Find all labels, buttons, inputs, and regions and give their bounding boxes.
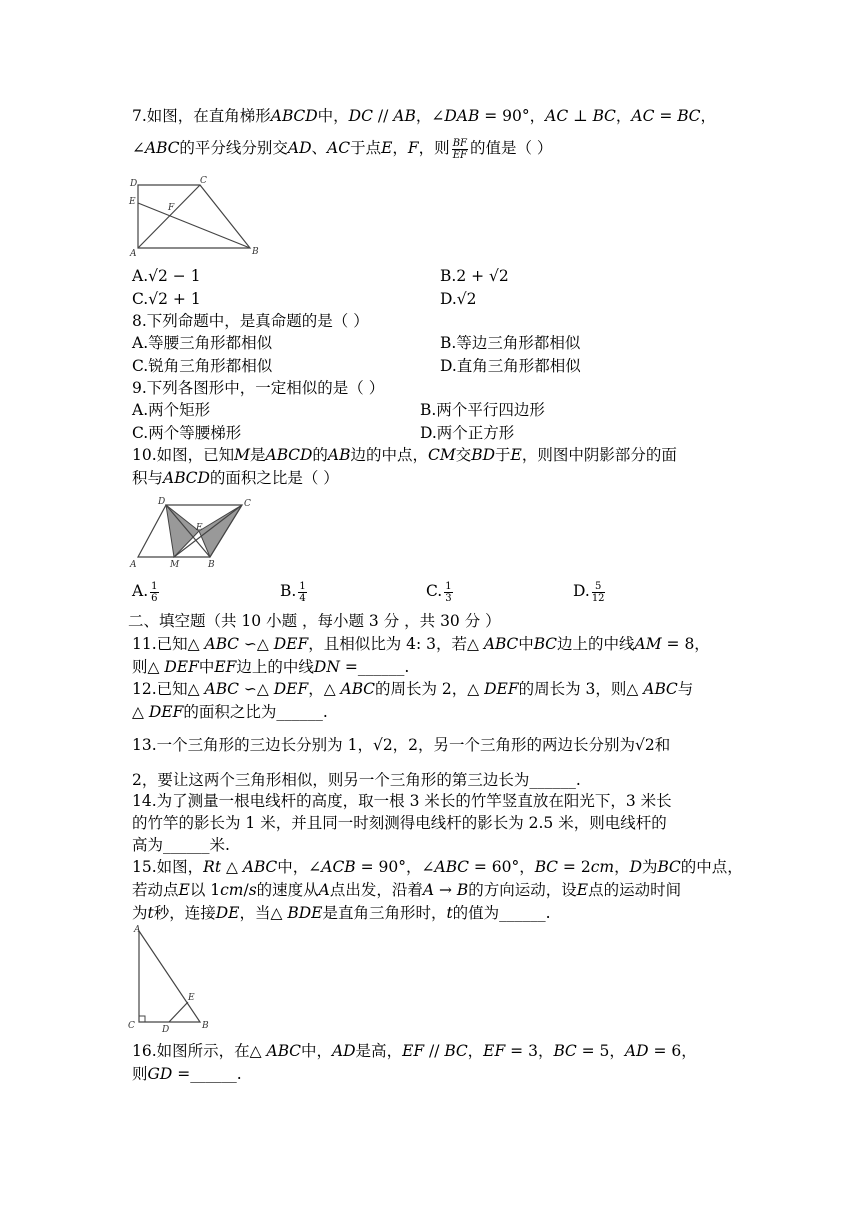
q7-stem-line2 <box>132 137 552 161</box>
q10-option-c-num: 1 <box>445 580 452 592</box>
q7-label-f: F <box>168 203 175 213</box>
q10-option-d-fraction <box>592 581 605 604</box>
q10-option-b-fraction <box>298 581 306 604</box>
q16-stem-line2: 则𝐺𝐷 =______. <box>132 1065 242 1083</box>
q15-label-c: C <box>128 1021 135 1031</box>
q7-label-a: A <box>130 249 137 259</box>
q7-stem-line1: 7.如图，在直角梯形𝐴𝐵𝐶𝐷中，𝐷𝐶 // 𝐴𝐵，∠𝐷𝐴𝐵 = 90°，𝐴𝐶 ⊥ 𝐵𝐶，𝐴𝐶 = 𝐵𝐶， <box>132 107 717 125</box>
q10-option-c <box>426 580 455 604</box>
q15-stem-line2: 若动点𝐸以 1𝑐𝑚/𝑠的速度从𝐴点出发，沿着𝐴 → 𝐵的方向运动，设𝐸点的运动时间 <box>132 881 682 899</box>
q10-stem-line1: 10.如图，已知𝑀是𝐴𝐵𝐶𝐷的𝐴𝐵边的中点，𝐶𝑀交𝐵𝐷于𝐸，则图中阴影部分的面 <box>132 446 677 464</box>
q10-option-b-den: 4 <box>299 592 306 604</box>
q7-stem-line2-pre: ∠𝐴𝐵𝐶的平分线分别交𝐴𝐷、𝐴𝐶于点𝐸，𝐹，则 <box>132 139 450 157</box>
q7-label-d: D <box>130 179 138 189</box>
q7-label-c: C <box>200 176 207 186</box>
q10-option-a <box>132 580 161 604</box>
q10-option-c-fraction <box>444 581 452 604</box>
q14-stem-line1: 14.为了测量一根电线杆的高度，取一根 3 米长的竹竿竖直放在阳光下，3 米长 <box>132 792 672 810</box>
q10-option-d-num: 5 <box>592 581 605 593</box>
q10-option-d <box>573 580 607 604</box>
q9-option-d: D.两个正方形 <box>420 424 515 442</box>
q13-stem-line1: 13.一个三角形的三边长分别为 1，√2，2，另一个三角形的两边长分别为√2和 <box>132 736 671 754</box>
q10-option-a-letter: A. <box>132 582 149 600</box>
q13-stem-line2: 2，要让这两个三角形相似，则另一个三角形的第三边长为______. <box>132 771 581 789</box>
q15-stem-line3: 为𝑡秒，连接𝐷𝐸，当△ 𝐵𝐷𝐸是直角三角形时，𝑡的值为______. <box>132 904 551 922</box>
q10-label-a: A <box>130 560 137 570</box>
q7-frac-num: 𝐵𝐹 <box>452 137 467 149</box>
q16-stem-line1: 16.如图所示，在△ 𝐴𝐵𝐶中，𝐴𝐷是高，𝐸𝐹 // 𝐵𝐶，𝐸𝐹 = 3，𝐵𝐶 = 5，𝐴𝐷 = 6， <box>132 1042 697 1060</box>
q11-stem-line2: 则△ 𝐷𝐸𝐹中𝐸𝐹边上的中线𝐷𝑁 =______. <box>132 658 410 676</box>
q15-label-d: D <box>162 1025 170 1032</box>
q10-label-m: M <box>170 560 180 570</box>
q7-option-d: D.√2 <box>440 290 477 308</box>
q14-stem-line3: 高为______米. <box>132 836 230 854</box>
q8-option-c: C.锐角三角形都相似 <box>132 357 273 375</box>
q9-option-c: C.两个等腰梯形 <box>132 424 242 442</box>
q8-option-d: D.直角三角形都相似 <box>440 357 581 375</box>
q10-option-b-letter: B. <box>280 582 297 600</box>
q10-stem-line2: 积与𝐴𝐵𝐶𝐷的面积之比是（ ） <box>132 469 339 487</box>
q10-option-a-num: 1 <box>151 580 158 592</box>
q10-option-d-letter: D. <box>573 582 590 600</box>
q15-label-e: E <box>188 993 195 1003</box>
section-2-heading: 二、填空题（共 10 小题 ，每小题 3 分 ，共 30 分 ） <box>128 612 501 630</box>
q7-label-b: B <box>252 247 259 257</box>
q10-label-e: E <box>196 523 203 533</box>
q7-option-c: C.√2 + 1 <box>132 290 201 308</box>
q10-parallelogram-figure <box>126 494 256 572</box>
q12-stem-line1: 12.已知△ 𝐴𝐵𝐶 ∽△ 𝐷𝐸𝐹，△ 𝐴𝐵𝐶的周长为 2，△ 𝐷𝐸𝐹的周长为 3，则△ 𝐴𝐵𝐶与 <box>132 680 694 698</box>
q11-stem-line1: 11.已知△ 𝐴𝐵𝐶 ∽△ 𝐷𝐸𝐹，且相似比为 4: 3，若△ 𝐴𝐵𝐶中𝐵𝐶边上的中线𝐴𝑀 = 8， <box>132 635 710 653</box>
q10-label-d: D <box>158 497 166 507</box>
q10-option-b-num: 1 <box>299 580 306 592</box>
q9-option-a: A.两个矩形 <box>132 401 211 419</box>
q10-option-c-den: 3 <box>445 592 452 604</box>
q9-option-b: B.两个平行四边形 <box>420 401 545 419</box>
q7-fraction-bf-ef <box>452 138 468 161</box>
q10-option-c-letter: C. <box>426 582 443 600</box>
q10-label-b: B <box>208 560 215 570</box>
q14-stem-line2: 的竹竿的影长为 1 米，并且同一时刻测得电线杆的影长为 2.5 米，则电线杆的 <box>132 814 667 832</box>
q9-stem: 9.下列各图形中，一定相似的是（ ） <box>132 379 385 397</box>
q8-option-b: B.等边三角形都相似 <box>440 334 581 352</box>
q10-option-d-den: 12 <box>591 592 605 604</box>
q7-option-a: A.√2 − 1 <box>132 267 201 285</box>
q7-option-b: B.2 + √2 <box>440 267 509 285</box>
q15-label-a: A <box>134 925 141 935</box>
q10-option-b <box>280 580 309 604</box>
q15-right-triangle-figure <box>126 922 216 1032</box>
q10-option-a-fraction <box>150 581 158 604</box>
q8-option-a: A.等腰三角形都相似 <box>132 334 273 352</box>
q7-trapezoid-figure <box>126 174 266 260</box>
q7-label-e: E <box>129 197 136 207</box>
q10-option-a-den: 6 <box>151 592 158 604</box>
q12-stem-line2: △ 𝐷𝐸𝐹的面积之比为______. <box>132 703 328 721</box>
q15-stem-line1: 15.如图，𝑅𝑡 △ 𝐴𝐵𝐶中，∠𝐴𝐶𝐵 = 90°，∠𝐴𝐵𝐶 = 60°，𝐵𝐶 = 2𝑐𝑚，𝐷为𝐵𝐶的中点， <box>132 858 743 876</box>
q8-stem: 8.下列命题中，是真命题的是（ ） <box>132 312 369 330</box>
q7-frac-den: 𝐸𝐹 <box>452 149 467 161</box>
q7-stem-line2-post: 的值是（ ） <box>469 139 553 157</box>
q10-label-c: C <box>244 499 251 509</box>
q15-label-b: B <box>202 1021 209 1031</box>
